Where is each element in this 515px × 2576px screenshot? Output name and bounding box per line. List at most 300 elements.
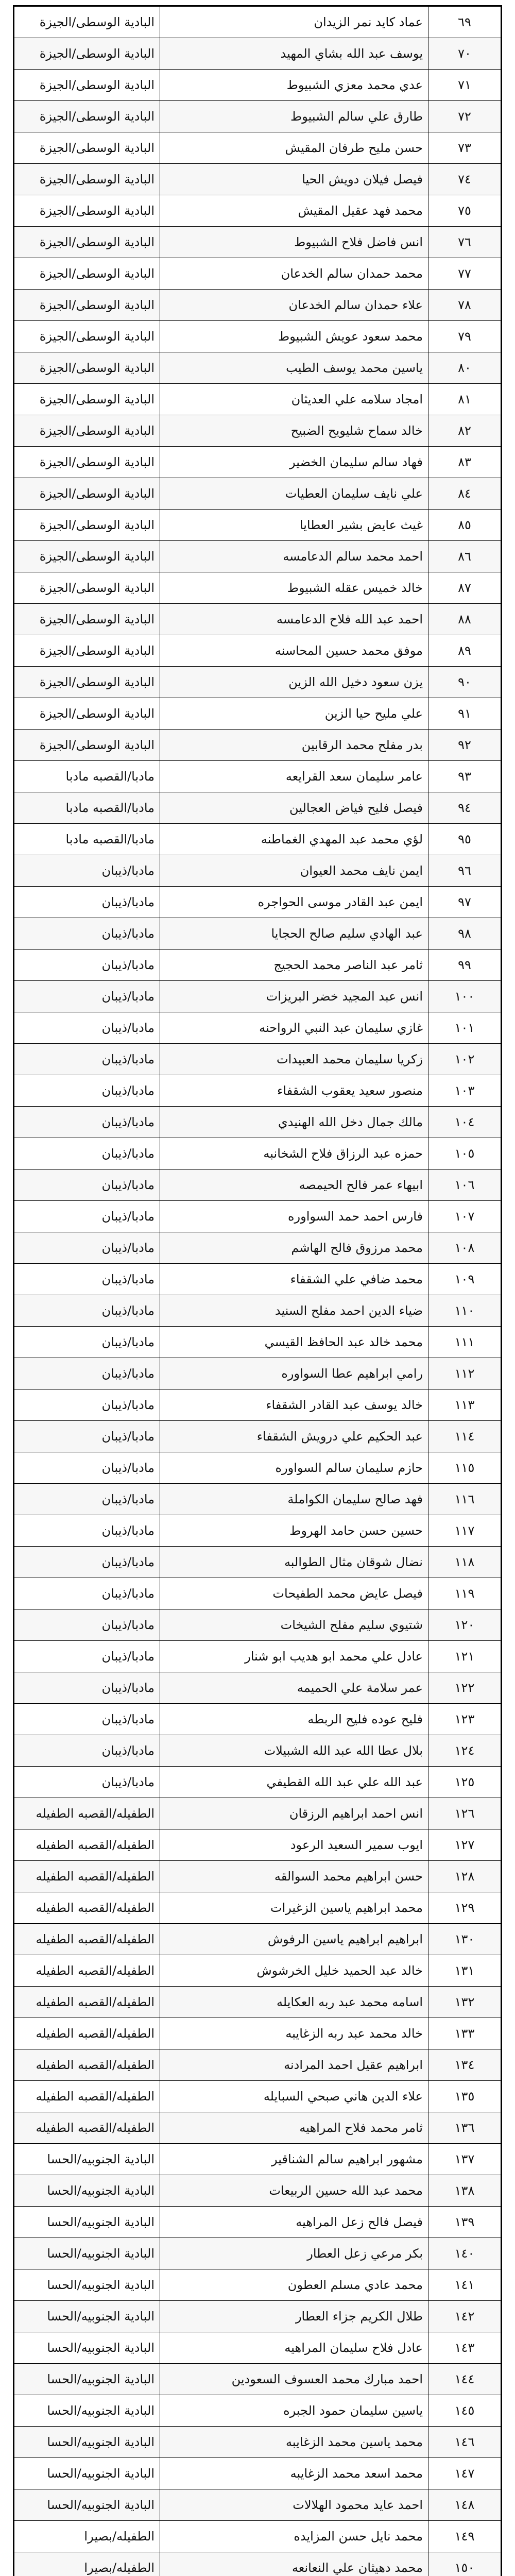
region-name: البادية الوسطى/الجيزة (14, 510, 160, 541)
region-name: البادية الوسطى/الجيزة (14, 698, 160, 730)
table-row (14, 1484, 501, 1515)
table-row (14, 1704, 501, 1735)
person-name: فليح عوده فليح الربطه (160, 1704, 428, 1735)
person-name: محمد ياسين محمد الزغايبه (160, 2427, 428, 2458)
person-name: محمد فهد عقيل المقيش (160, 195, 428, 227)
table-row (14, 2112, 501, 2144)
table-row (14, 1735, 501, 1767)
table-row (14, 258, 501, 290)
person-name: حازم سليمان سالم السواوره (160, 1452, 428, 1484)
row-number: ٩٣ (428, 761, 501, 792)
row-number: ١٢٧ (428, 1829, 501, 1861)
region-name: البادية الوسطى/الجيزة (14, 70, 160, 101)
row-number: ٧٤ (428, 164, 501, 195)
table-row (14, 132, 501, 164)
region-name: البادية الوسطى/الجيزة (14, 635, 160, 667)
region-name: مادبا/ذيبان (14, 1044, 160, 1075)
region-name: مادبا/ذيبان (14, 1232, 160, 1264)
person-name: عامر سليمان سعد القرايعه (160, 761, 428, 792)
row-number: ١٠٣ (428, 1075, 501, 1107)
region-name: البادية الجنوبيه/الحسا (14, 2238, 160, 2269)
table-row (14, 1609, 501, 1641)
row-number: ١٢٦ (428, 1798, 501, 1829)
table-row (14, 2521, 501, 2552)
person-name: محمد خالد عبد الحافظ القيسي (160, 1327, 428, 1358)
row-number: ١٠٠ (428, 981, 501, 1012)
person-name: خالد يوسف عبد القادر الشقفاء (160, 1389, 428, 1421)
table-row (14, 1578, 501, 1609)
region-name: البادية الجنوبيه/الحسا (14, 2489, 160, 2521)
region-name: البادية الجنوبيه/الحسا (14, 2364, 160, 2395)
table-row (14, 1798, 501, 1829)
row-number: ١١٤ (428, 1421, 501, 1452)
person-name: محمد نايل حسن المزايده (160, 2521, 428, 2552)
person-name: ثامر محمد فلاح المراهيه (160, 2112, 428, 2144)
region-name: مادبا/ذيبان (14, 1515, 160, 1547)
row-number: ١٠٢ (428, 1044, 501, 1075)
table-row (14, 38, 501, 70)
table-row (14, 195, 501, 227)
region-name: البادية الوسطى/الجيزة (14, 227, 160, 258)
table-row (14, 1358, 501, 1389)
table-row (14, 1389, 501, 1421)
region-name: مادبا/ذيبان (14, 981, 160, 1012)
row-number: ١١٥ (428, 1452, 501, 1484)
person-name: محمد ابراهيم ياسين الزغيرات (160, 1892, 428, 1924)
region-name: البادية الوسطى/الجيزة (14, 195, 160, 227)
region-name: الطفيله/القصبه الطفيله (14, 1829, 160, 1861)
table-row (14, 2332, 501, 2364)
row-number: ١٤٢ (428, 2301, 501, 2332)
person-name: علاء الدين هاني صبحي السبايله (160, 2081, 428, 2112)
person-name: رامي ابراهيم عطا السواوره (160, 1358, 428, 1389)
table-row (14, 101, 501, 132)
table-row (14, 1515, 501, 1547)
row-number: ٨٩ (428, 635, 501, 667)
person-name: فارس احمد حمد السواوره (160, 1201, 428, 1232)
person-name: عادل فلاح سليمان المراهيه (160, 2332, 428, 2364)
person-name: عبد الحكيم علي درويش الشقفاء (160, 1421, 428, 1452)
row-number: ١٠٥ (428, 1138, 501, 1170)
row-number: ٩٤ (428, 792, 501, 824)
row-number: ٩٧ (428, 887, 501, 918)
person-name: خالد محمد عبد ربه الزغايبه (160, 2018, 428, 2049)
region-name: مادبا/ذيبان (14, 1075, 160, 1107)
row-number: ١٤١ (428, 2269, 501, 2301)
table-row (14, 1767, 501, 1798)
region-name: مادبا/ذيبان (14, 1641, 160, 1672)
table-row (14, 1012, 501, 1044)
table-row (14, 2364, 501, 2395)
table-row (14, 2269, 501, 2301)
row-number: ١٤٠ (428, 2238, 501, 2269)
row-number: ٧٨ (428, 290, 501, 321)
person-name: ايمن نايف محمد العيوان (160, 855, 428, 887)
region-name: البادية الجنوبيه/الحسا (14, 2207, 160, 2238)
region-name: مادبا/ذيبان (14, 918, 160, 950)
row-number: ١١٧ (428, 1515, 501, 1547)
table-row (14, 824, 501, 855)
row-number: ٧٥ (428, 195, 501, 227)
region-name: البادية الوسطى/الجيزة (14, 290, 160, 321)
region-name: الطفيله/القصبه الطفيله (14, 1798, 160, 1829)
person-name: حمزه عبد الرزاق فلاح الشخانبه (160, 1138, 428, 1170)
person-name: فهد صالح سليمان الكواملة (160, 1484, 428, 1515)
row-number: ٩٦ (428, 855, 501, 887)
person-name: محمد مرزوق فالح الهاشم (160, 1232, 428, 1264)
region-name: الطفيله/القصبه الطفيله (14, 1955, 160, 1987)
region-name: مادبا/ذيبان (14, 1264, 160, 1295)
table-row (14, 1892, 501, 1924)
region-name: البادية الوسطى/الجيزة (14, 164, 160, 195)
table-row (14, 2552, 501, 2576)
person-name: خالد خميس عقله الشبيوط (160, 572, 428, 604)
region-name: مادبا/ذيبان (14, 1327, 160, 1358)
person-name: ضياء الدين احمد مفلح السنيد (160, 1295, 428, 1327)
region-name: البادية الوسطى/الجيزة (14, 478, 160, 510)
names-sheet (13, 5, 502, 2576)
person-name: حسن مليح طرفان المقيش (160, 132, 428, 164)
row-number: ٧٩ (428, 321, 501, 352)
region-name: مادبا/ذيبان (14, 1578, 160, 1609)
row-number: ١٣١ (428, 1955, 501, 1987)
person-name: علي مليح حيا الزين (160, 698, 428, 730)
region-name: البادية الجنوبيه/الحسا (14, 2395, 160, 2427)
table-row (14, 635, 501, 667)
person-name: عماد كايد نمر الزيدان (160, 7, 428, 38)
table-row (14, 2144, 501, 2175)
row-number: ١٣٩ (428, 2207, 501, 2238)
region-name: مادبا/ذيبان (14, 1295, 160, 1327)
row-number: ٧٢ (428, 101, 501, 132)
table-row (14, 2207, 501, 2238)
table-row (14, 2081, 501, 2112)
table-row (14, 415, 501, 447)
row-number: ١٠٦ (428, 1170, 501, 1201)
region-name: مادبا/ذيبان (14, 950, 160, 981)
region-name: البادية الجنوبيه/الحسا (14, 2269, 160, 2301)
person-name: ايمن عبد القادر موسى الحواجره (160, 887, 428, 918)
region-name: مادبا/ذيبان (14, 1704, 160, 1735)
region-name: مادبا/القصبه مادبا (14, 761, 160, 792)
row-number: ١٣٧ (428, 2144, 501, 2175)
row-number: ١٠٨ (428, 1232, 501, 1264)
person-name: محمد عادي مسلم العطون (160, 2269, 428, 2301)
table-row (14, 761, 501, 792)
table-row (14, 1452, 501, 1484)
region-name: مادبا/ذيبان (14, 887, 160, 918)
person-name: شتيوي سليم مفلح الشيخات (160, 1609, 428, 1641)
person-name: محمد دهيثان علي النعانعه (160, 2552, 428, 2576)
region-name: مادبا/القصبه مادبا (14, 824, 160, 855)
person-name: موفق محمد حسين المحاسنه (160, 635, 428, 667)
table-row (14, 887, 501, 918)
row-number: ٩٨ (428, 918, 501, 950)
person-name: ابيهاء عمر فالح الحيمصه (160, 1170, 428, 1201)
row-number: ١٣٦ (428, 2112, 501, 2144)
row-number: ١٤٦ (428, 2427, 501, 2458)
person-name: بدر مفلح محمد الرقابين (160, 730, 428, 761)
region-name: مادبا/ذيبان (14, 1358, 160, 1389)
region-name: البادية الوسطى/الجيزة (14, 7, 160, 38)
person-name: نضال شوقان مثال الطوالبه (160, 1547, 428, 1578)
row-number: ١٥٠ (428, 2552, 501, 2576)
row-number: ٩٢ (428, 730, 501, 761)
row-number: ٩٠ (428, 667, 501, 698)
person-name: خالد سماح شليويح الضبيح (160, 415, 428, 447)
person-name: فيصل فليح فياض العجالين (160, 792, 428, 824)
region-name: مادبا/ذيبان (14, 1452, 160, 1484)
row-number: ٧٠ (428, 38, 501, 70)
row-number: ١٢٤ (428, 1735, 501, 1767)
row-number: ٩٥ (428, 824, 501, 855)
row-number: ١٢٩ (428, 1892, 501, 1924)
row-number: ٨٥ (428, 510, 501, 541)
person-name: محمد سعود عويش الشبيوط (160, 321, 428, 352)
table-row (14, 950, 501, 981)
row-number: ١٠١ (428, 1012, 501, 1044)
table-row (14, 1201, 501, 1232)
table-row (14, 730, 501, 761)
row-number: ١٢٥ (428, 1767, 501, 1798)
person-name: علاء حمدان سالم الخدعان (160, 290, 428, 321)
row-number: ٩٩ (428, 950, 501, 981)
person-name: انس احمد ابراهيم الرزقان (160, 1798, 428, 1829)
row-number: ١٣٨ (428, 2175, 501, 2207)
person-name: عبد الله علي عبد الله القطيفي (160, 1767, 428, 1798)
region-name: البادية الوسطى/الجيزة (14, 132, 160, 164)
table-row (14, 541, 501, 572)
person-name: انس عبد المجيد خضر البريزات (160, 981, 428, 1012)
region-name: مادبا/ذيبان (14, 1170, 160, 1201)
row-number: ١٤٨ (428, 2489, 501, 2521)
table-row (14, 981, 501, 1012)
person-name: فهاد سالم سليمان الخضير (160, 447, 428, 478)
region-name: البادية الوسطى/الجيزة (14, 572, 160, 604)
region-name: البادية الوسطى/الجيزة (14, 730, 160, 761)
region-name: مادبا/ذيبان (14, 1484, 160, 1515)
person-name: غيث عايض بشير العطايا (160, 510, 428, 541)
table-row (14, 164, 501, 195)
region-name: الطفيله/القصبه الطفيله (14, 1861, 160, 1892)
row-number: ١١٩ (428, 1578, 501, 1609)
table-row (14, 2301, 501, 2332)
region-name: الطفيله/القصبه الطفيله (14, 1924, 160, 1955)
person-name: حسين حسن حامد الهروط (160, 1515, 428, 1547)
person-name: بكر مرعي زعل العطار (160, 2238, 428, 2269)
row-number: ٨٣ (428, 447, 501, 478)
row-number: ١٤٩ (428, 2521, 501, 2552)
table-row (14, 1107, 501, 1138)
row-number: ٩١ (428, 698, 501, 730)
row-number: ١٣٢ (428, 1987, 501, 2018)
person-name: انس فاضل فلاح الشبيوط (160, 227, 428, 258)
table-row (14, 572, 501, 604)
person-name: خالد عبد الحميد خليل الخرشوش (160, 1955, 428, 1987)
person-name: ابراهيم ابراهيم ياسين الرفوش (160, 1924, 428, 1955)
row-number: ٧٧ (428, 258, 501, 290)
table-row (14, 1075, 501, 1107)
region-name: مادبا/ذيبان (14, 1012, 160, 1044)
region-name: الطفيله/بصيرا (14, 2552, 160, 2576)
table-row (14, 2049, 501, 2081)
person-name: عبد الهادي سليم صالح الحجايا (160, 918, 428, 950)
table-row (14, 2458, 501, 2489)
row-number: ١١٣ (428, 1389, 501, 1421)
table-row (14, 510, 501, 541)
region-name: الطفيله/القصبه الطفيله (14, 2018, 160, 2049)
region-name: الطفيله/القصبه الطفيله (14, 2049, 160, 2081)
person-name: ياسين سليمان حمود الجبره (160, 2395, 428, 2427)
person-name: عدي محمد معزي الشبيوط (160, 70, 428, 101)
table-row (14, 918, 501, 950)
row-number: ١٢٢ (428, 1672, 501, 1704)
region-name: البادية الوسطى/الجيزة (14, 321, 160, 352)
person-name: منصور سعيد يعقوب الشقفاء (160, 1075, 428, 1107)
row-number: ١٢٨ (428, 1861, 501, 1892)
region-name: البادية الجنوبيه/الحسا (14, 2458, 160, 2489)
person-name: مالك جمال دخل الله الهنيدي (160, 1107, 428, 1138)
row-number: ١٤٣ (428, 2332, 501, 2364)
region-name: البادية الجنوبيه/الحسا (14, 2175, 160, 2207)
person-name: فيصل فيلان دويش الحيا (160, 164, 428, 195)
person-name: طارق علي سالم الشبيوط (160, 101, 428, 132)
row-number: ٨٨ (428, 604, 501, 635)
table-row (14, 2018, 501, 2049)
row-number: ٨٤ (428, 478, 501, 510)
person-name: ايوب سمير السعيد الرعود (160, 1829, 428, 1861)
row-number: ٨١ (428, 384, 501, 415)
person-name: عمر سلامة علي الحميمه (160, 1672, 428, 1704)
table-row (14, 2427, 501, 2458)
row-number: ٨٧ (428, 572, 501, 604)
person-name: يزن سعود دخيل الله الزين (160, 667, 428, 698)
table-row (14, 667, 501, 698)
person-name: احمد محمد سالم الدعامسه (160, 541, 428, 572)
row-number: ٨٦ (428, 541, 501, 572)
person-name: محمد ضافي علي الشقفاء (160, 1264, 428, 1295)
region-name: مادبا/ذيبان (14, 1107, 160, 1138)
table-row (14, 604, 501, 635)
table-row (14, 1987, 501, 2018)
table-row (14, 855, 501, 887)
row-number: ١٠٧ (428, 1201, 501, 1232)
region-name: مادبا/ذيبان (14, 1767, 160, 1798)
person-name: امجاد سلامه علي العديثان (160, 384, 428, 415)
region-name: البادية الوسطى/الجيزة (14, 667, 160, 698)
person-name: ياسين محمد يوسف الطيب (160, 352, 428, 384)
row-number: ١٢٠ (428, 1609, 501, 1641)
region-name: البادية الجنوبيه/الحسا (14, 2332, 160, 2364)
region-name: مادبا/ذيبان (14, 1421, 160, 1452)
region-name: مادبا/ذيبان (14, 1609, 160, 1641)
region-name: البادية الوسطى/الجيزة (14, 352, 160, 384)
row-number: ٧١ (428, 70, 501, 101)
row-number: ١١٢ (428, 1358, 501, 1389)
region-name: مادبا/ذيبان (14, 1735, 160, 1767)
row-number: ١٤٧ (428, 2458, 501, 2489)
person-name: بلال عطا الله عبد الله الشبيلات (160, 1735, 428, 1767)
table-row (14, 2175, 501, 2207)
table-row (14, 1264, 501, 1295)
table-row (14, 70, 501, 101)
row-number: ١١٨ (428, 1547, 501, 1578)
table-row (14, 321, 501, 352)
region-name: البادية الجنوبيه/الحسا (14, 2301, 160, 2332)
person-name: احمد مبارك محمد العسوف السعودين (160, 2364, 428, 2395)
person-name: غازي سليمان عبد النبي الرواحنه (160, 1012, 428, 1044)
table-row (14, 1829, 501, 1861)
table-row (14, 1327, 501, 1358)
row-number: ١١١ (428, 1327, 501, 1358)
region-name: البادية الوسطى/الجيزة (14, 384, 160, 415)
region-name: البادية الوسطى/الجيزة (14, 101, 160, 132)
table-row (14, 1170, 501, 1201)
table-row (14, 227, 501, 258)
names-table (14, 6, 501, 2576)
region-name: البادية الوسطى/الجيزة (14, 541, 160, 572)
region-name: البادية الوسطى/الجيزة (14, 38, 160, 70)
row-number: ١٢١ (428, 1641, 501, 1672)
person-name: احمد عبد الله فلاح الدعامسه (160, 604, 428, 635)
table-row (14, 2395, 501, 2427)
table-row (14, 352, 501, 384)
region-name: مادبا/ذيبان (14, 1389, 160, 1421)
row-number: ١١٠ (428, 1295, 501, 1327)
region-name: مادبا/ذيبان (14, 1672, 160, 1704)
table-row (14, 290, 501, 321)
person-name: يوسف عبد الله بشاي المهيد (160, 38, 428, 70)
table-row (14, 1044, 501, 1075)
region-name: مادبا/ذيبان (14, 855, 160, 887)
region-name: البادية الوسطى/الجيزة (14, 447, 160, 478)
person-name: لؤي محمد عبد المهدي الغماطنه (160, 824, 428, 855)
region-name: الطفيله/القصبه الطفيله (14, 1987, 160, 2018)
row-number: ١٤٤ (428, 2364, 501, 2395)
table-row (14, 1641, 501, 1672)
table-row (14, 478, 501, 510)
region-name: الطفيله/القصبه الطفيله (14, 1892, 160, 1924)
row-number: ١٢٣ (428, 1704, 501, 1735)
table-row (14, 1672, 501, 1704)
row-number: ٧٦ (428, 227, 501, 258)
table-row (14, 1421, 501, 1452)
table-row (14, 2238, 501, 2269)
region-name: مادبا/ذيبان (14, 1138, 160, 1170)
person-name: احمد عايد محمود الهلالات (160, 2489, 428, 2521)
person-name: اسامه محمد عبد ربه العكايله (160, 1987, 428, 2018)
table-row (14, 1924, 501, 1955)
region-name: مادبا/ذيبان (14, 1547, 160, 1578)
row-number: ١٠٤ (428, 1107, 501, 1138)
table-row (14, 1232, 501, 1264)
table-row (14, 1861, 501, 1892)
table-body (14, 7, 501, 2576)
person-name: فيصل عايض محمد الطفيحات (160, 1578, 428, 1609)
person-name: فيصل فالح زعل المراهيه (160, 2207, 428, 2238)
table-row (14, 2489, 501, 2521)
region-name: البادية الوسطى/الجيزة (14, 258, 160, 290)
person-name: ثامر عبد الناصر محمد الحجيج (160, 950, 428, 981)
row-number: ٦٩ (428, 7, 501, 38)
person-name: طلال الكريم جزاء العطار (160, 2301, 428, 2332)
person-name: محمد حمدان سالم الخدعان (160, 258, 428, 290)
region-name: البادية الوسطى/الجيزة (14, 604, 160, 635)
person-name: مشهور ابراهيم سالم الشناقير (160, 2144, 428, 2175)
table-row (14, 384, 501, 415)
row-number: ١٣٠ (428, 1924, 501, 1955)
table-row (14, 1295, 501, 1327)
